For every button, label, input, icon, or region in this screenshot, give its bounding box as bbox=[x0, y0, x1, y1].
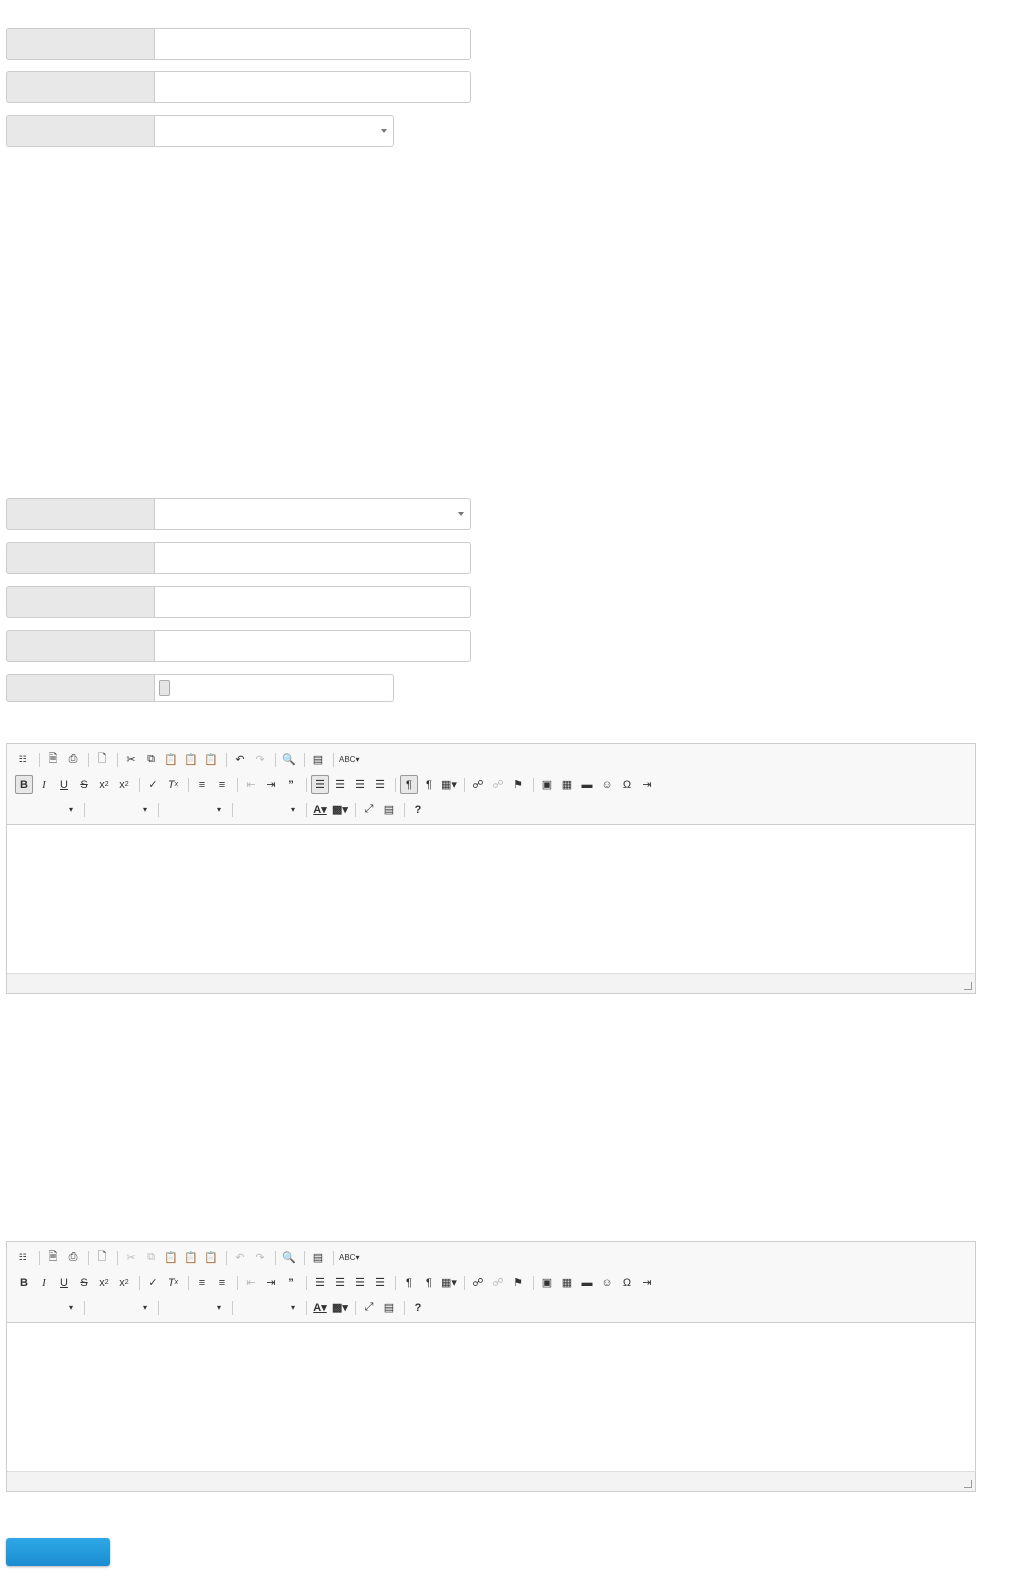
onderwerp-input[interactable] bbox=[154, 71, 471, 103]
onderwerp-row bbox=[6, 71, 471, 103]
italic-icon[interactable]: I bbox=[42, 1276, 46, 1289]
outdent-icon[interactable]: ⇤ bbox=[246, 779, 256, 791]
table-icon[interactable]: ▦ bbox=[561, 779, 573, 791]
soort-opvang-select[interactable] bbox=[154, 498, 471, 530]
aanvullende-multiselect[interactable] bbox=[154, 674, 394, 702]
style-combo[interactable]: ▾ bbox=[68, 1303, 73, 1312]
page-break-icon[interactable]: ⇥ bbox=[642, 779, 652, 791]
link-icon[interactable]: ☍ bbox=[472, 1277, 484, 1289]
print-icon[interactable]: ⎙ bbox=[68, 1251, 78, 1263]
onderwerp-label bbox=[6, 71, 154, 103]
editor-footer bbox=[7, 1471, 975, 1491]
rtl-icon[interactable]: ¶ bbox=[426, 778, 432, 791]
text-color-icon[interactable]: A▾ bbox=[313, 804, 327, 816]
select-all-icon[interactable]: ▤ bbox=[312, 754, 324, 766]
templates-icon[interactable]: 🗋 bbox=[97, 753, 107, 765]
horizontal-rule-icon[interactable]: ▬ bbox=[581, 778, 593, 791]
remove-format-icon[interactable]: T x bbox=[167, 778, 179, 791]
language-icon[interactable]: ▦▾ bbox=[441, 779, 457, 791]
special-char-icon[interactable]: Ω bbox=[622, 1276, 632, 1289]
undo-icon[interactable]: ↶ bbox=[235, 1252, 245, 1264]
paste-text-icon[interactable]: 📋 bbox=[184, 754, 198, 766]
bold-icon[interactable]: B bbox=[20, 1276, 28, 1289]
paste-icon[interactable]: 📋 bbox=[164, 754, 178, 766]
bold-icon[interactable]: B bbox=[15, 775, 33, 794]
email-mede-label bbox=[6, 586, 154, 618]
naam-label bbox=[6, 28, 154, 60]
chevron-down-icon bbox=[381, 129, 387, 133]
text-color-icon[interactable]: A▾ bbox=[313, 1302, 327, 1314]
strikethrough-icon[interactable]: S bbox=[80, 1276, 88, 1289]
italic-icon[interactable]: I bbox=[42, 778, 46, 791]
image-icon[interactable]: ▣ bbox=[541, 1277, 553, 1289]
aanvullende-label bbox=[6, 674, 154, 702]
naam-row bbox=[6, 28, 471, 60]
paste-icon[interactable]: 📋 bbox=[164, 1252, 178, 1264]
find-icon[interactable]: 🔍 bbox=[282, 1252, 296, 1264]
superscript-icon[interactable]: x 2 bbox=[119, 778, 129, 791]
document-titel-row bbox=[6, 630, 471, 662]
soort-opvang-row bbox=[6, 498, 471, 530]
find-icon[interactable]: 🔍 bbox=[282, 754, 296, 766]
print-icon[interactable]: ⎙ bbox=[68, 753, 78, 765]
upload-img-button[interactable] bbox=[6, 1538, 110, 1566]
align-right-icon[interactable]: ☰ bbox=[355, 1277, 365, 1289]
font-combo[interactable]: ▾ bbox=[216, 1303, 221, 1312]
font-size-combo[interactable]: ▾ bbox=[290, 805, 295, 814]
undo-icon[interactable]: ↶ bbox=[235, 754, 245, 766]
smiley-icon[interactable]: ☺ bbox=[601, 1276, 613, 1289]
editor-content[interactable] bbox=[7, 825, 975, 871]
bestandsnaam-label bbox=[6, 115, 154, 147]
horizontal-rule-icon[interactable]: ▬ bbox=[581, 1276, 593, 1289]
rtl-icon[interactable]: ¶ bbox=[426, 1276, 432, 1289]
unlink-icon[interactable]: ☍ bbox=[492, 1277, 504, 1289]
maximize-icon[interactable]: ⤢ bbox=[364, 1301, 374, 1313]
strikethrough-icon[interactable]: S bbox=[80, 778, 88, 791]
table-icon[interactable]: ▦ bbox=[561, 1277, 573, 1289]
language-icon[interactable]: ▦▾ bbox=[441, 1277, 457, 1289]
verantwoordelijke-label bbox=[6, 542, 154, 574]
underline-icon[interactable]: U bbox=[60, 1276, 68, 1289]
anchor-flag-icon[interactable]: ⚑ bbox=[513, 779, 523, 791]
show-blocks-icon[interactable]: ▤ bbox=[383, 1302, 395, 1314]
bestandsnaam-select[interactable] bbox=[154, 115, 394, 147]
subscript-icon[interactable]: x 2 bbox=[99, 778, 109, 791]
align-center-icon[interactable]: ☰ bbox=[335, 1277, 345, 1289]
show-blocks-icon[interactable]: ▤ bbox=[383, 804, 395, 816]
document-titel-input[interactable] bbox=[154, 630, 471, 662]
soort-opvang-label bbox=[6, 498, 154, 530]
font-combo[interactable]: ▾ bbox=[216, 805, 221, 814]
copy-format-icon[interactable]: ✓ bbox=[148, 1277, 158, 1289]
format-combo[interactable]: ▾ bbox=[142, 1303, 147, 1312]
aanvullende-row bbox=[6, 674, 394, 702]
redo-icon[interactable]: ↷ bbox=[255, 754, 265, 766]
templates-icon[interactable]: 🗋 bbox=[97, 1251, 107, 1263]
new-page-icon[interactable]: 🗎 bbox=[48, 753, 58, 765]
align-center-icon[interactable]: ☰ bbox=[335, 779, 345, 791]
subscript-icon[interactable]: x 2 bbox=[99, 1276, 109, 1289]
justify-icon[interactable]: ☰ bbox=[375, 1277, 385, 1289]
editor-toolbar bbox=[7, 744, 975, 825]
bestandsnaam-row bbox=[6, 115, 394, 147]
blockquote-icon[interactable]: ” bbox=[288, 1276, 294, 1289]
naam-input[interactable] bbox=[154, 28, 471, 60]
blockquote-icon[interactable]: ” bbox=[288, 778, 294, 791]
special-char-icon[interactable]: Ω bbox=[622, 778, 632, 791]
format-combo[interactable]: ▾ bbox=[142, 805, 147, 814]
image-icon[interactable]: ▣ bbox=[541, 779, 553, 791]
outdent-icon[interactable]: ⇤ bbox=[246, 1277, 256, 1289]
ltr-icon[interactable]: ¶ bbox=[406, 1276, 412, 1289]
ltr-icon[interactable]: ¶ bbox=[400, 775, 418, 794]
justify-icon[interactable]: ☰ bbox=[375, 779, 385, 791]
link-icon[interactable]: ☍ bbox=[472, 779, 484, 791]
paste-word-icon[interactable]: 📋 bbox=[204, 754, 218, 766]
align-left-icon[interactable]: ☰ bbox=[311, 775, 329, 794]
copy-icon[interactable]: ⧉ bbox=[147, 753, 155, 765]
unlink-icon[interactable]: ☍ bbox=[492, 779, 504, 791]
cut-icon[interactable]: ✂ bbox=[126, 754, 136, 766]
rich-text-editor-2[interactable] bbox=[6, 1241, 976, 1492]
numbered-list-icon[interactable]: ≡ bbox=[198, 778, 206, 791]
align-left-icon[interactable]: ☰ bbox=[315, 1277, 325, 1289]
email-mede-row bbox=[6, 586, 471, 618]
bullet-list-icon[interactable]: ≡ bbox=[218, 1276, 226, 1289]
verantwoordelijke-input[interactable] bbox=[154, 542, 471, 574]
spellcheck-icon[interactable]: ABC▾ bbox=[339, 755, 360, 764]
email-mede-input[interactable] bbox=[154, 586, 471, 618]
verantwoordelijke-row bbox=[6, 542, 471, 574]
help-icon[interactable]: ? bbox=[414, 1301, 422, 1314]
font-size-combo[interactable]: ▾ bbox=[290, 1303, 295, 1312]
align-right-icon[interactable]: ☰ bbox=[355, 779, 365, 791]
tag-incasso bbox=[159, 680, 170, 696]
smiley-icon[interactable]: ☺ bbox=[601, 778, 613, 791]
rich-text-editor-1[interactable] bbox=[6, 743, 976, 994]
chevron-down-icon bbox=[458, 512, 464, 516]
cut-icon[interactable]: ✂ bbox=[126, 1252, 136, 1264]
redo-icon[interactable]: ↷ bbox=[255, 1252, 265, 1264]
bg-color-icon[interactable]: ▩▾ bbox=[332, 804, 348, 816]
editor-content[interactable] bbox=[7, 1323, 975, 1369]
paste-word-icon[interactable]: 📋 bbox=[204, 1252, 218, 1264]
resize-grip-icon[interactable] bbox=[964, 982, 972, 990]
document-titel-label bbox=[6, 630, 154, 662]
anchor-flag-icon[interactable]: ⚑ bbox=[513, 1277, 523, 1289]
editor-toolbar bbox=[7, 1242, 975, 1323]
source-icon[interactable]: ☷ bbox=[18, 1252, 30, 1262]
paste-text-icon[interactable]: 📋 bbox=[184, 1252, 198, 1264]
select-all-icon[interactable]: ▤ bbox=[312, 1252, 324, 1264]
bullet-list-icon[interactable]: ≡ bbox=[218, 778, 226, 791]
copy-format-icon[interactable]: ✓ bbox=[148, 779, 158, 791]
indent-icon[interactable]: ⇥ bbox=[266, 1277, 276, 1289]
source-icon[interactable]: ☷ bbox=[18, 754, 30, 764]
remove-format-icon[interactable]: T x bbox=[167, 1276, 179, 1289]
underline-icon[interactable]: U bbox=[60, 778, 68, 791]
copy-icon[interactable]: ⧉ bbox=[147, 1251, 155, 1263]
spellcheck-icon[interactable]: ABC▾ bbox=[339, 1253, 360, 1262]
numbered-list-icon[interactable]: ≡ bbox=[198, 1276, 206, 1289]
editor-footer bbox=[7, 973, 975, 993]
style-combo[interactable]: ▾ bbox=[68, 805, 73, 814]
resize-grip-icon[interactable] bbox=[964, 1480, 972, 1488]
indent-icon[interactable]: ⇥ bbox=[266, 779, 276, 791]
new-page-icon[interactable]: 🗎 bbox=[48, 1251, 58, 1263]
bg-color-icon[interactable]: ▩▾ bbox=[332, 1302, 348, 1314]
superscript-icon[interactable]: x 2 bbox=[119, 1276, 129, 1289]
maximize-icon[interactable]: ⤢ bbox=[364, 803, 374, 815]
page-break-icon[interactable]: ⇥ bbox=[642, 1277, 652, 1289]
help-icon[interactable]: ? bbox=[414, 803, 422, 816]
